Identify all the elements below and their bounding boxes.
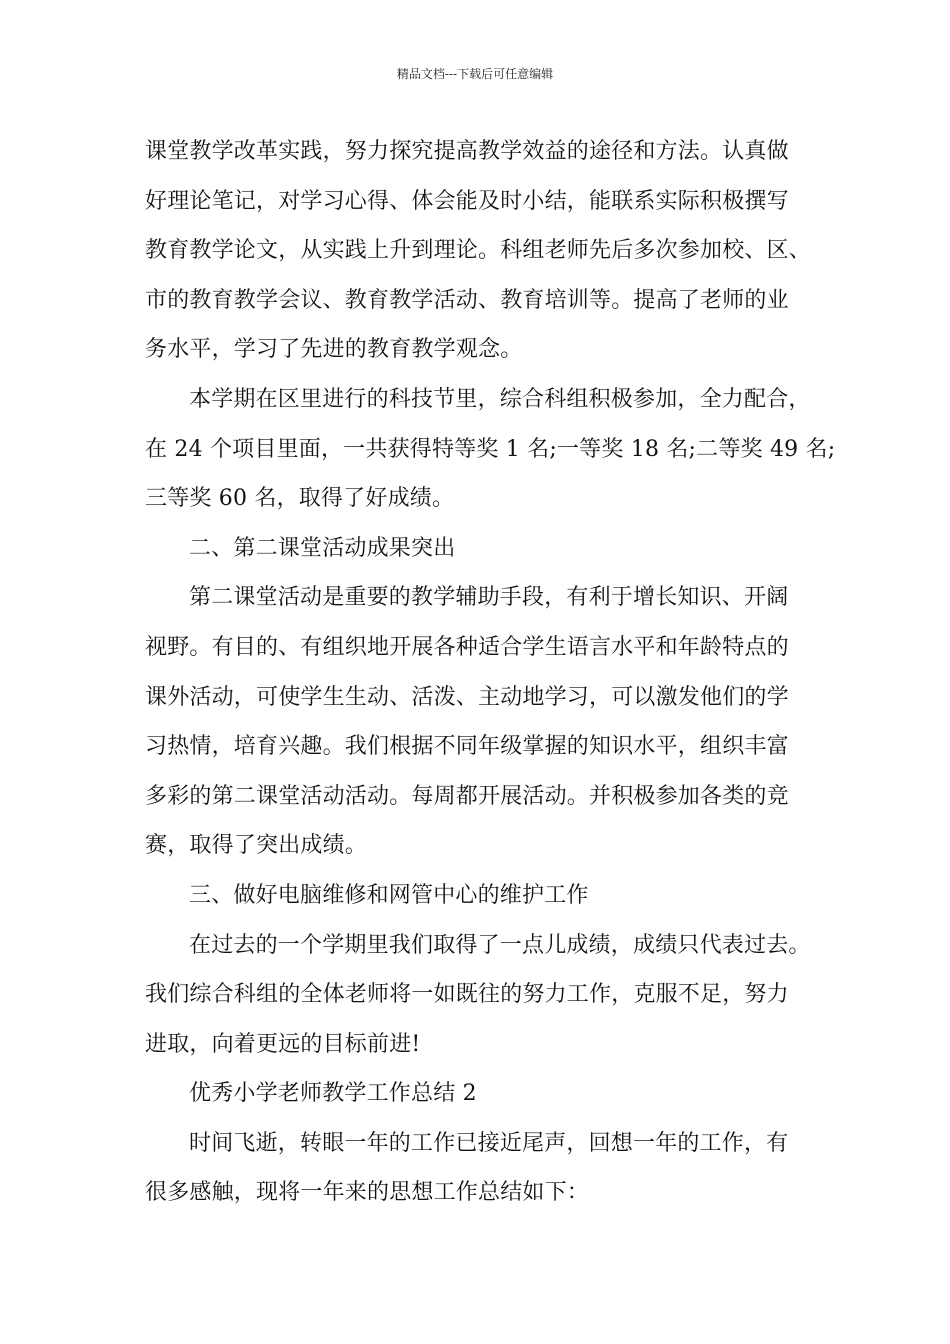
text-line: 在过去的一个学期里我们取得了一点儿成绩，成绩只代表过去。 xyxy=(189,932,811,958)
text-line: 习热情，培育兴趣。我们根据不同年级掌握的知识水平，组织丰富 xyxy=(145,734,789,760)
text-line: 务水平，学习了先进的教育教学观念。 xyxy=(145,337,523,363)
text-line: 市的教育教学会议、教育教学活动、教育培训等。提高了老师的业 xyxy=(145,287,789,313)
text-line: 课外活动，可使学生生动、活泼、主动地学习，可以激发他们的学 xyxy=(145,684,789,710)
text-line: 三、做好电脑维修和网管中心的维护工作 xyxy=(189,882,589,908)
text-line: 优秀小学老师教学工作总结 2 xyxy=(189,1081,477,1107)
text-line: 多彩的第二课堂活动活动。每周都开展活动。并积极参加各类的竞 xyxy=(145,783,789,809)
text-line: 我们综合科组的全体老师将一如既往的努力工作，克服不足，努力 xyxy=(145,982,789,1008)
text-line: 很多感触，现将一年来的思想工作总结如下： xyxy=(145,1180,590,1206)
text-line: 进取，向着更远的目标前进! xyxy=(145,1031,421,1057)
text-line: 课堂教学改革实践，努力探究提高教学效益的途径和方法。认真做 xyxy=(145,139,789,164)
text-line: 三等奖 60 名，取得了好成绩。 xyxy=(145,486,455,512)
text-line: 在 24 个项目里面，一共获得特等奖 1 名;一等奖 18 名;二等奖 49 名; xyxy=(145,436,836,462)
text-line: 二、第二课堂活动成果突出 xyxy=(189,535,456,561)
text-line: 时间飞逝，转眼一年的工作已接近尾声，回想一年的工作，有 xyxy=(189,1130,789,1156)
text-line: 教育教学论文，从实践上升到理论。科组老师先后多次参加校、区、 xyxy=(145,238,812,264)
text-line: 赛，取得了突出成绩。 xyxy=(145,833,368,859)
document-body xyxy=(145,127,836,1218)
page-header: 精品文档---下载后可任意编辑 xyxy=(396,67,554,81)
text-line: 本学期在区里进行的科技节里，综合科组积极参加，全力配合， xyxy=(189,386,811,412)
text-line: 第二课堂活动是重要的教学辅助手段，有利于增长知识、开阔 xyxy=(189,585,789,611)
text-line: 好理论笔记，对学习心得、体会能及时小结，能联系实际积极撰写 xyxy=(145,188,789,214)
text-line: 视野。有目的、有组织地开展各种适合学生语言水平和年龄特点的 xyxy=(145,634,789,660)
